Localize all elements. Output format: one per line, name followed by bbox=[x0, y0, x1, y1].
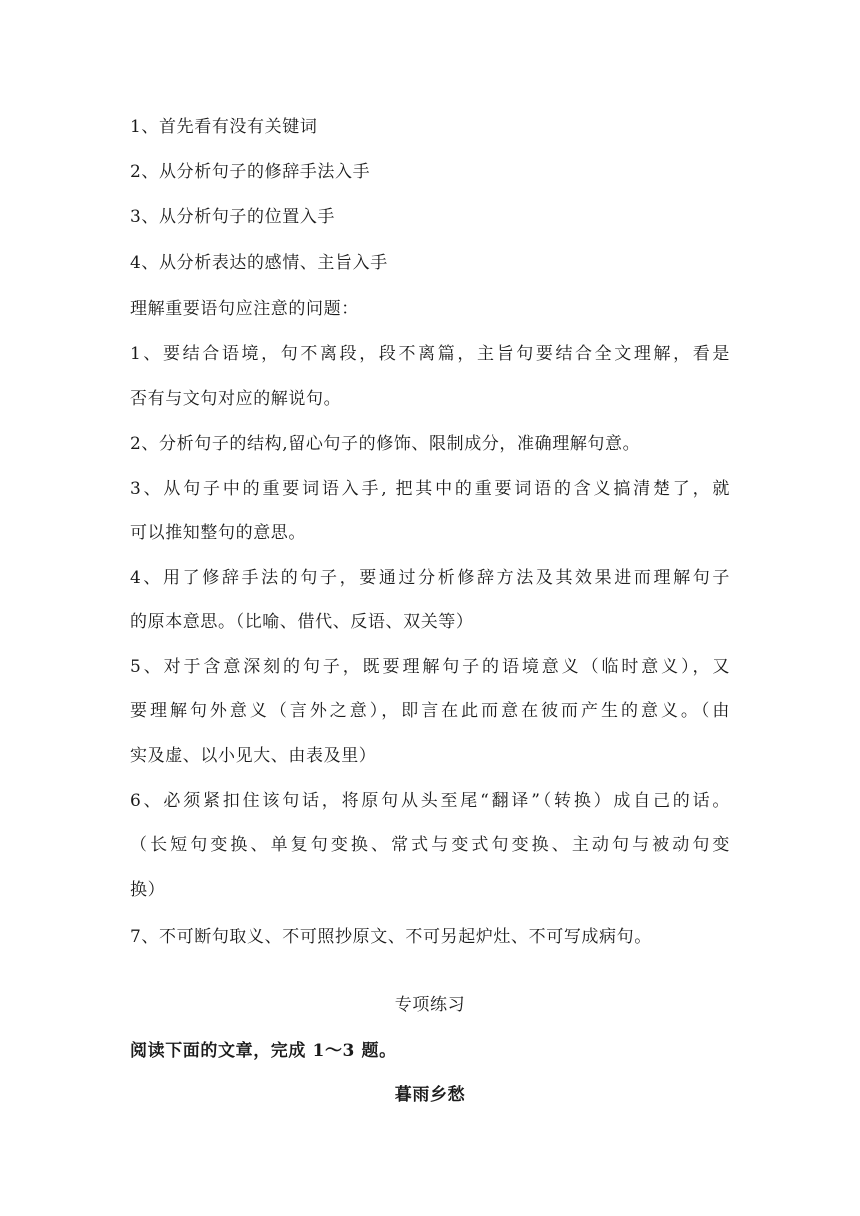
note-7: 7、不可断句取义、不可照抄原文、不可另起炉灶、不可写成病句。 bbox=[130, 927, 652, 947]
tip-2: 2、从分析句子的修辞手法入手 bbox=[130, 162, 371, 182]
note-5-line-2: 要理解句外意义（言外之意），即言在此而意在彼而产生的意义。（由 bbox=[130, 701, 730, 721]
tip-4: 4、从分析表达的感情、主旨入手 bbox=[130, 253, 388, 273]
note-1-line-1: 1、要结合语境，句不离段，段不离篇，主旨句要结合全文理解，看是 bbox=[130, 344, 730, 364]
note-5-line-3: 实及虚、以小见大、由表及里） bbox=[130, 746, 377, 766]
article-title: 暮雨乡愁 bbox=[394, 1085, 466, 1105]
note-4-line-1: 4、用了修辞手法的句子，要通过分析修辞方法及其效果进而理解句子 bbox=[130, 568, 730, 588]
note-4-line-2: 的原本意思。（比喻、借代、反语、双关等） bbox=[130, 612, 474, 632]
note-5-line-1: 5、对于含意深刻的句子，既要理解句子的语境意义（临时意义），又 bbox=[130, 657, 730, 677]
notes-heading: 理解重要语句应注意的问题： bbox=[130, 299, 359, 319]
note-3-line-1: 3、从句子中的重要词语入手, 把其中的重要词语的含义搞清楚了，就 bbox=[130, 479, 730, 499]
note-6-line-2: （长短句变换、单复句变换、常式与变式句变换、主动句与被动句变 bbox=[130, 835, 730, 855]
exercise-instruction: 阅读下面的文章，完成 1～3 题。 bbox=[130, 1041, 397, 1061]
note-6-line-1: 6、必须紧扣住该句话，将原句从头至尾“翻译”（转换）成自己的话。 bbox=[130, 791, 730, 811]
note-2: 2、分析句子的结构,留心句子的修饰、限制成分，准确理解句意。 bbox=[130, 434, 641, 454]
tip-1: 1、首先看有没有关键词 bbox=[130, 117, 318, 137]
note-3-line-2: 可以推知整句的意思。 bbox=[130, 523, 306, 543]
note-1-line-2: 否有与文句对应的解说句。 bbox=[130, 389, 342, 409]
section-title: 专项练习 bbox=[394, 995, 466, 1015]
tip-3: 3、从分析句子的位置入手 bbox=[130, 207, 336, 227]
note-6-line-3: 换） bbox=[130, 880, 166, 900]
